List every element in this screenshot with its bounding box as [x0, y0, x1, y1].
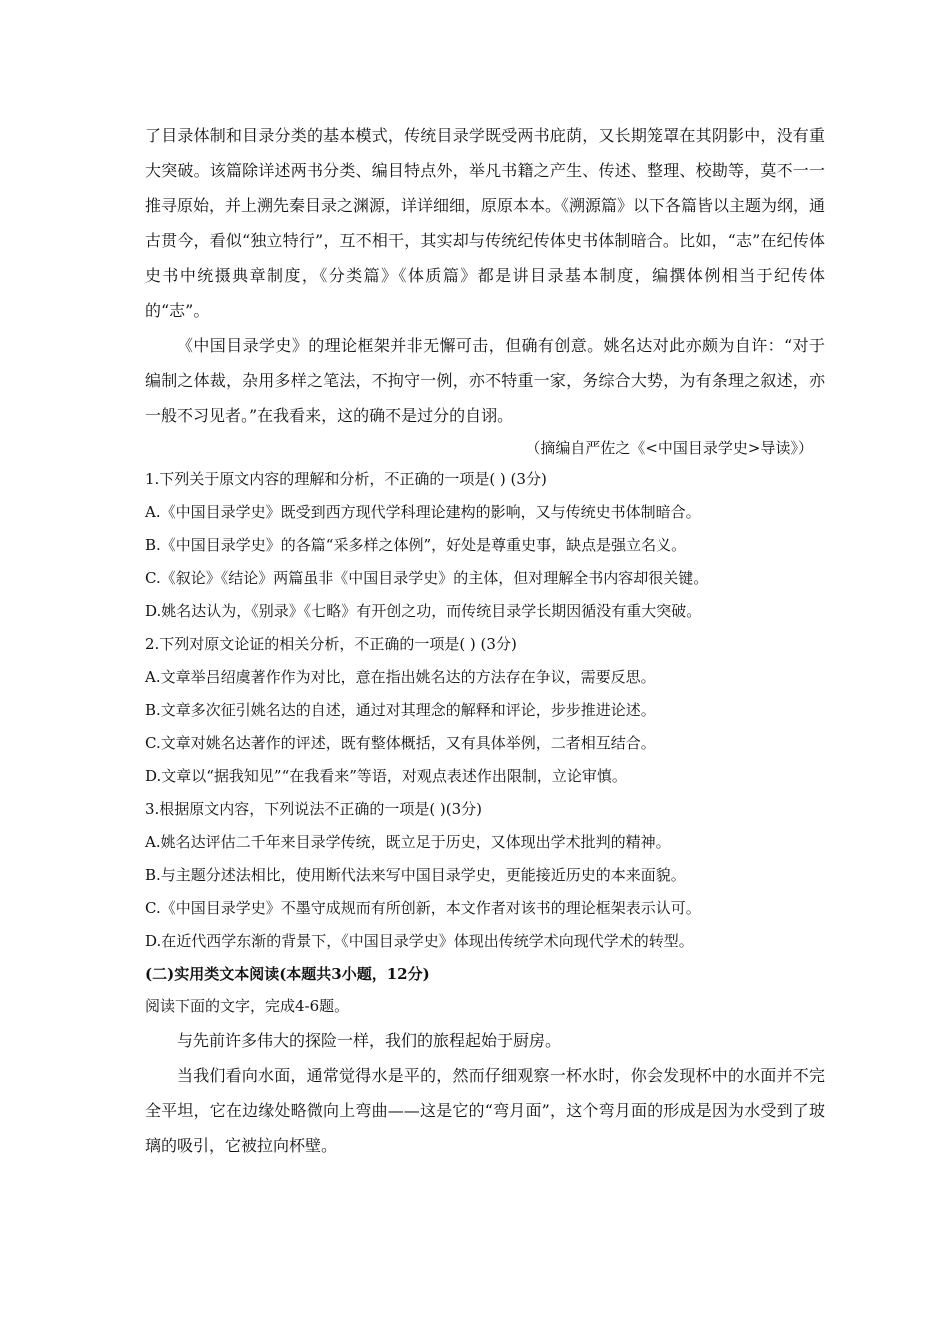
section-2-title: (二)实用类文本阅读(本题共3小题，12分) — [145, 965, 430, 983]
question-stem: 2.下列对原文论证的相关分析，不正确的一项是( ) (3分) — [145, 635, 517, 653]
section-2-instruction: 阅读下面的文字，完成4-6题。 — [145, 997, 350, 1015]
question-option: C.《中国目录学史》不墨守成规而有所创新，本文作者对该书的理论框架表示认可。 — [145, 899, 701, 917]
question-option: A.《中国目录学史》既受到西方现代学科理论建构的影响，又与传统史书体制暗合。 — [145, 503, 701, 521]
question-stem: 3.根据原文内容，下列说法不正确的一项是( )(3分) — [145, 800, 483, 818]
question-3 — [145, 793, 825, 958]
question-stem: 1.下列关于原文内容的理解和分析，不正确的一项是( ) (3分) — [145, 470, 547, 488]
question-option: A.姚名达评估二千年来目录学传统，既立足于历史，又体现出学术批判的精神。 — [145, 833, 671, 851]
passage-paragraph-2: 《中国目录学史》的理论框架并非无懈可击，但确有创意。姚名达对此亦颇为自许：“对于编制之体裁，杂用多样之笔法，不拘守一例，亦不特重一家，务综合大势，为有条理之叙述，亦一般不习见者。”在我看来，这的确不是过分的自诩。 — [145, 336, 825, 425]
section-2-paragraph-2: 当我们看向水面，通常觉得水是平的，然而仔细观察一杯水时，你会发现杯中的水面并不完全平坦，它在边缘处略微向上弯曲——这是它的“弯月面”，这个弯月面的形成是因为水受到了玻璃的吸引，它被拉向杯壁。 — [145, 1066, 825, 1155]
question-option: D.姚名达认为，《别录》《七略》有开创之功，而传统目录学长期因循没有重大突破。 — [145, 602, 702, 620]
question-option: C.文章对姚名达著作的评述，既有整体概括，又有具体举例，二者相互结合。 — [145, 734, 656, 752]
question-option: B.《中国目录学史》的各篇“采多样之体例”，好处是尊重史事，缺点是强立名义。 — [145, 536, 687, 554]
passage-paragraph-1: 了目录体制和目录分类的基本模式，传统目录学既受两书庇荫，又长期笼罩在其阴影中，没有重大突破。该篇除详述两书分类、编目特点外，举凡书籍之产生、传述、整理、校勘等，莫不一一推寻原始，并上溯先秦目录之渊源，详详细细，原原本本。《溯源篇》以下各篇皆以主题为纲，通古贯今，看似“独立特行”，互不相干，其实却与传统纪传体史书体制暗合。比如，“志”在纪传体史书中统摄典章制度，《分类篇》《体质篇》都是讲目录基本制度，编撰体例相当于纪传体的“志”。 — [145, 126, 826, 320]
question-1 — [145, 463, 825, 628]
document-page — [145, 118, 825, 1163]
question-option: B.文章多次征引姚名达的自述，通过对其理念的解释和评论，步步推进论述。 — [145, 701, 656, 719]
question-option: B.与主题分述法相比，使用断代法来写中国目录学史，更能接近历史的本来面貌。 — [145, 866, 686, 884]
question-option: D.在近代西学东渐的背景下，《中国目录学史》体现出传统学术向现代学术的转型。 — [145, 932, 694, 950]
question-option: D.文章以“据我知见”“在我看来”等语，对观点表述作出限制，立论审慎。 — [145, 767, 627, 785]
question-option: A.文章举吕绍虞著作作为对比，意在指出姚名达的方法存在争议，需要反思。 — [145, 668, 656, 686]
passage-source: （摘编自严佐之《<中国目录学史>导读》） — [525, 439, 813, 457]
section-2-paragraph-1: 与先前许多伟大的探险一样，我们的旅程起始于厨房。 — [177, 1031, 562, 1050]
question-2 — [145, 628, 825, 793]
question-option: C.《叙论》《结论》两篇虽非《中国目录学史》的主体，但对理解全书内容却很关键。 — [145, 569, 709, 587]
